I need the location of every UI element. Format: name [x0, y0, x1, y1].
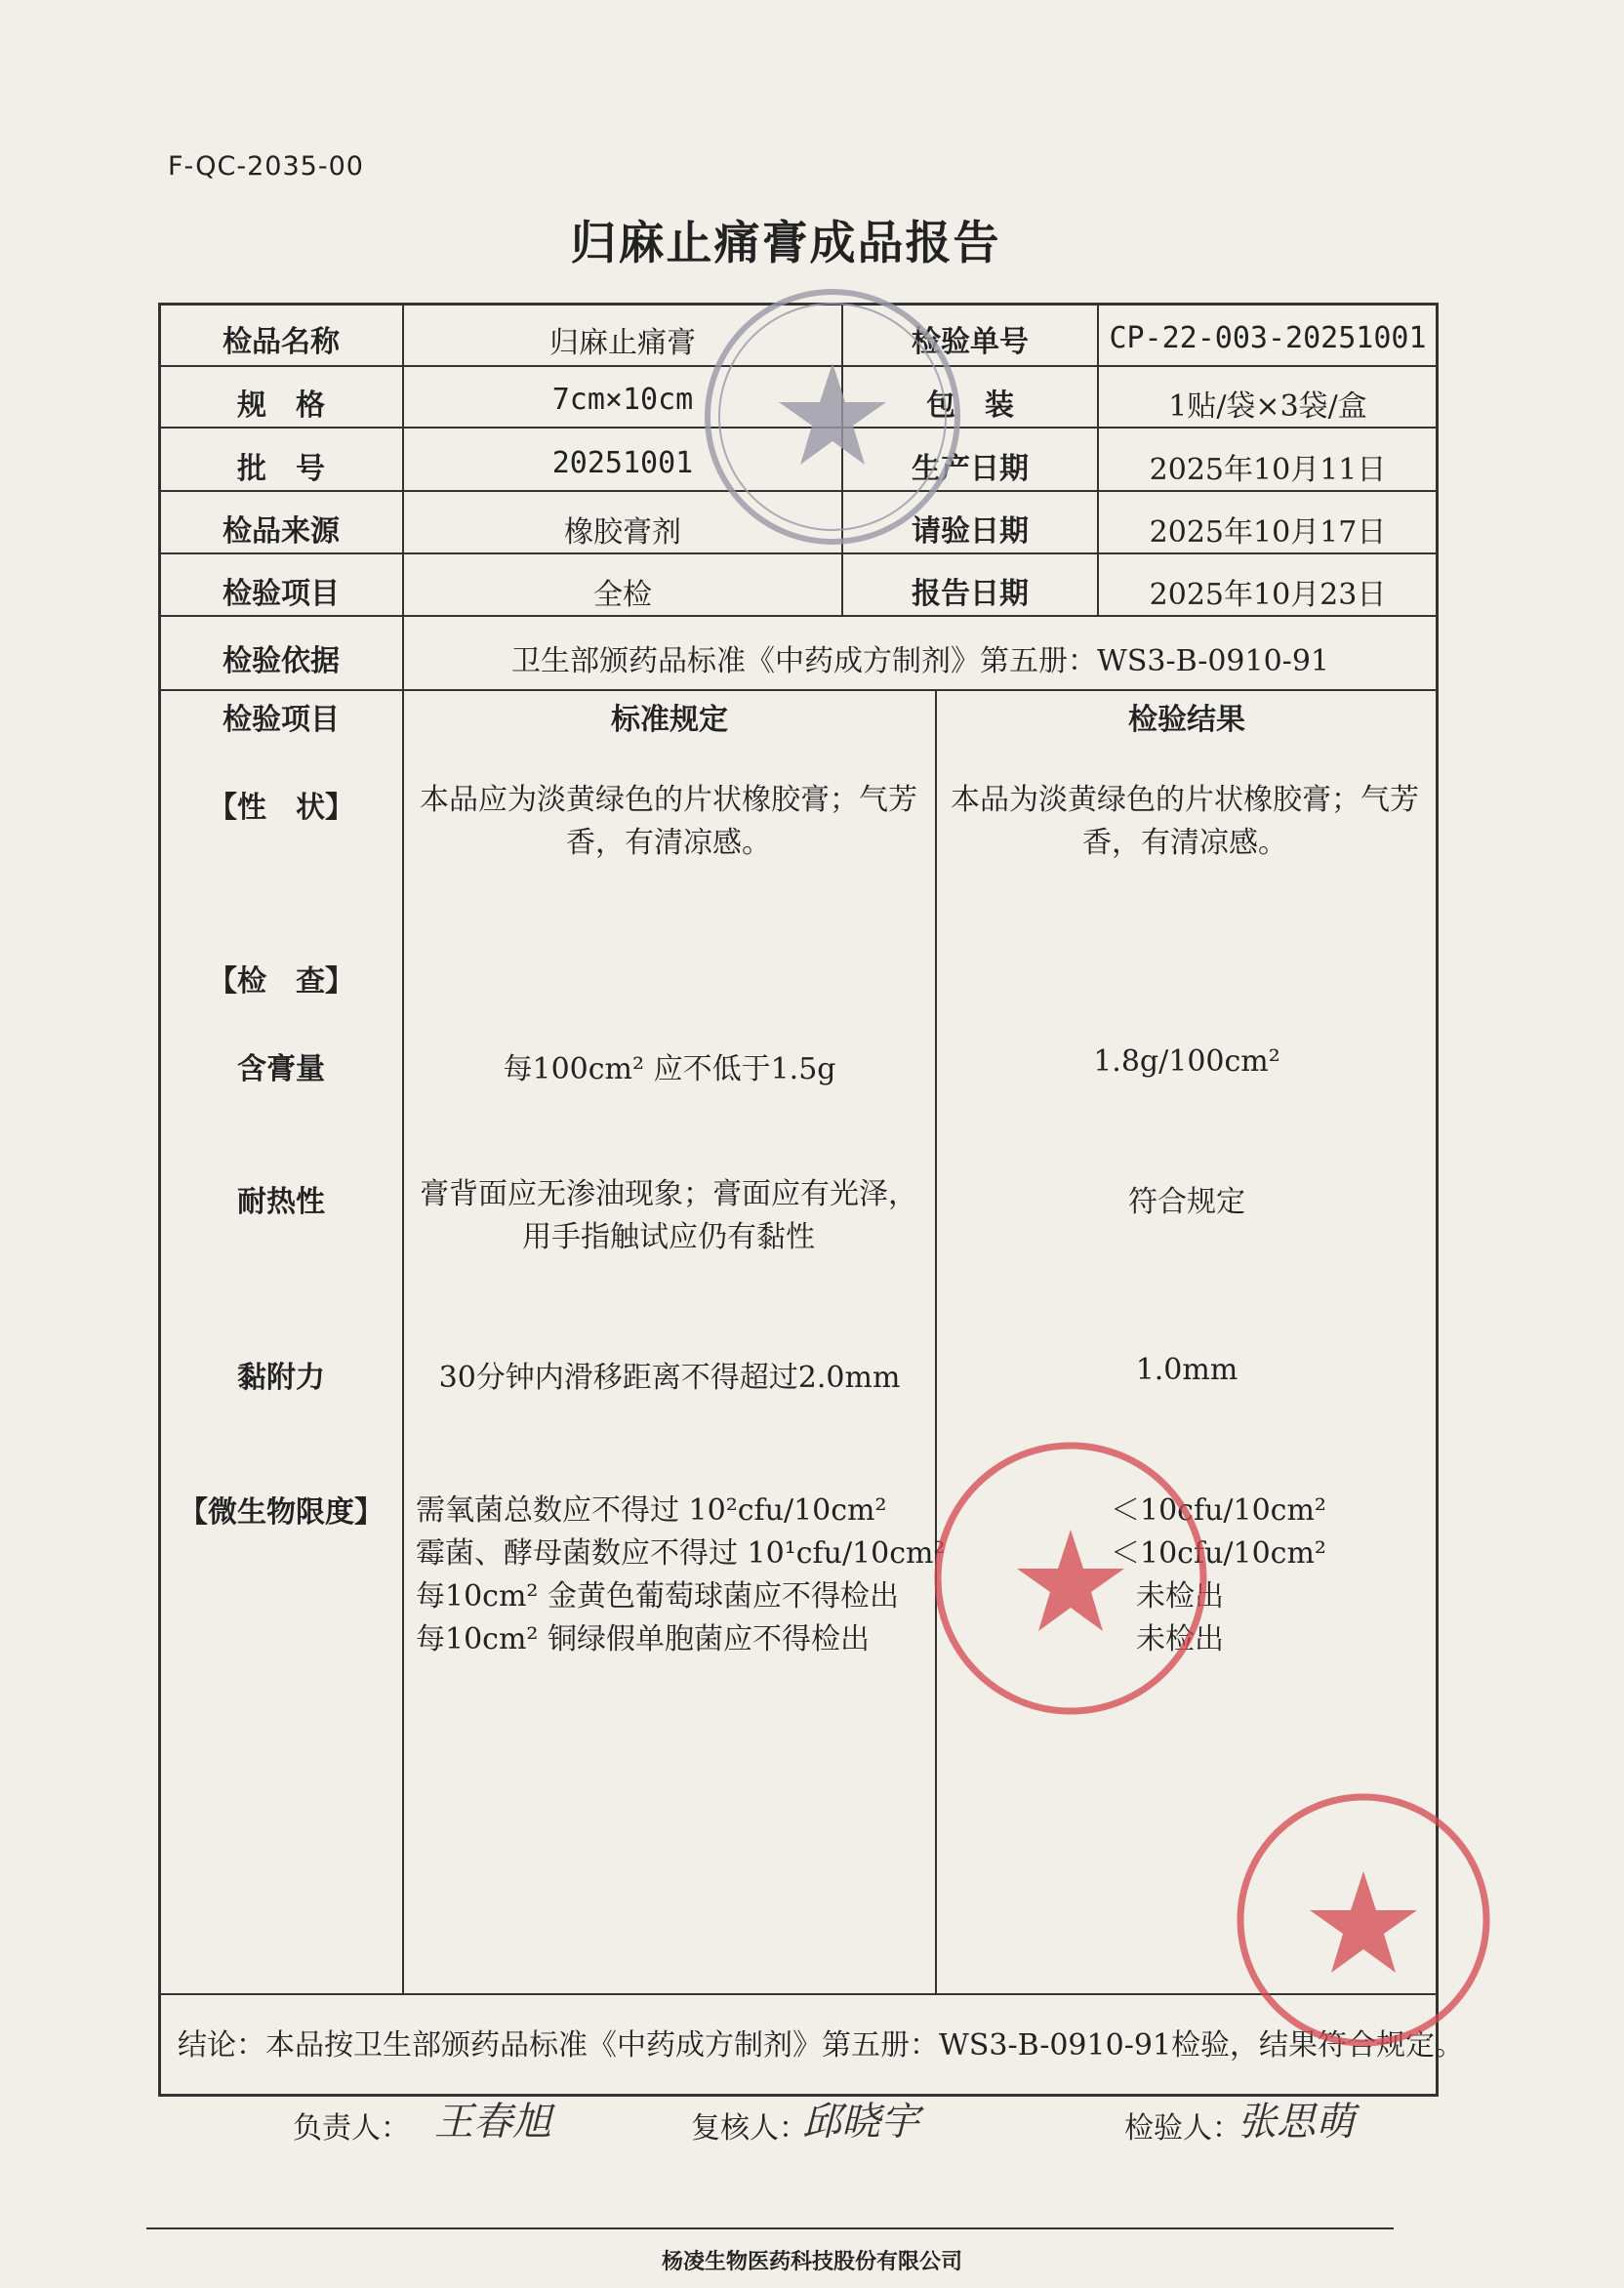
micro-standard-line: 每10cm² 铜绿假单胞菌应不得检出	[416, 1622, 870, 1656]
quality-management-seal	[929, 1437, 1212, 1720]
inspector-signature: 张思萌	[1238, 2100, 1355, 2145]
check-label: 【检 查】	[208, 964, 354, 999]
heat-standard: 膏背面应无渗油现象；膏面应有光泽，用手指触试应仍有黏性	[420, 1177, 917, 1254]
content-label: 含膏量	[237, 1052, 325, 1086]
prod-date: 2025年10月11日	[1149, 453, 1387, 487]
micro-result-line: 未检出	[1136, 1622, 1224, 1656]
quality-inspection-seal	[701, 285, 964, 549]
col-divider	[402, 303, 404, 1993]
req-date: 2025年10月17日	[1149, 515, 1387, 550]
micro-standard-line: 霉菌、酵母菌数应不得过 10¹cfu/10cm²	[416, 1536, 946, 1571]
appearance-standard: 本品应为淡黄绿色的片状橡胶膏；气芳香，有清凉感。	[420, 783, 917, 860]
col-result-header: 检验结果	[1128, 703, 1245, 737]
package: 1贴/袋×3袋/盒	[1168, 389, 1367, 424]
adhesion-standard: 30分钟内滑移距离不得超过2.0mm	[438, 1361, 901, 1395]
inspector-label: 检验人：	[1124, 2111, 1241, 2145]
spec-label: 规 格	[237, 388, 325, 423]
item: 全检	[593, 578, 652, 612]
document-code: F-QC-2035-00	[168, 151, 364, 182]
col-standard-header: 标准规定	[611, 703, 728, 737]
reviewer-label: 复核人：	[691, 2111, 808, 2145]
micro-label: 【微生物限度】	[179, 1495, 384, 1530]
report-no-label: 检验单号	[912, 325, 1029, 359]
content-result: 1.8g/100cm²	[1093, 1044, 1280, 1079]
footer-rule	[146, 2227, 1394, 2229]
heat-label: 耐热性	[237, 1185, 325, 1219]
reviewer-signature: 邱晓宇	[802, 2100, 919, 2145]
micro-result-line: ＜10cfu/10cm²	[1111, 1536, 1326, 1571]
company-seal	[1232, 1788, 1495, 2052]
item-label: 检验项目	[223, 577, 340, 611]
basis: 卫生部颁药品标准《中药成方制剂》第五册：WS3-B-0910-91	[510, 644, 1329, 678]
product-name-label: 检品名称	[223, 325, 340, 359]
product-name: 归麻止痛膏	[549, 326, 696, 360]
basis-label: 检验依据	[223, 644, 340, 678]
col-item-header: 检验项目	[223, 703, 340, 737]
source-label: 检品来源	[223, 514, 340, 549]
responsible-signature: 王春旭	[434, 2100, 551, 2145]
heat-result: 符合规定	[1128, 1185, 1245, 1219]
row-divider	[158, 552, 1439, 554]
report-date: 2025年10月23日	[1149, 578, 1387, 612]
package-label: 包 装	[926, 388, 1014, 423]
adhesion-result: 1.0mm	[1135, 1353, 1238, 1387]
micro-standard-line: 每10cm² 金黄色葡萄球菌应不得检出	[416, 1579, 899, 1614]
prod-date-label: 生产日期	[912, 452, 1029, 486]
micro-result-line: ＜10cfu/10cm²	[1111, 1493, 1326, 1528]
batch-label: 批 号	[237, 452, 325, 486]
batch: 20251001	[551, 446, 694, 480]
col-divider	[935, 689, 937, 1993]
appearance-result: 本品为淡黄绿色的片状橡胶膏；气芳香，有清凉感。	[951, 783, 1419, 860]
spec: 7cm×10cm	[551, 383, 694, 417]
content-standard: 每100cm² 应不低于1.5g	[503, 1052, 836, 1086]
req-date-label: 请验日期	[912, 514, 1029, 549]
report-no: CP-22-003-20251001	[1109, 321, 1427, 355]
page-title: 归麻止痛膏成品报告	[570, 217, 1001, 270]
report-date-label: 报告日期	[912, 577, 1029, 611]
responsible-label: 负责人：	[293, 2111, 410, 2145]
footer-company: 杨凌生物医药科技股份有限公司	[661, 2250, 962, 2274]
micro-result-line: 未检出	[1136, 1579, 1224, 1614]
row-divider	[158, 689, 1439, 691]
micro-standard-line: 需氧菌总数应不得过 10²cfu/10cm²	[416, 1493, 887, 1528]
appearance-label: 【性 状】	[208, 791, 354, 825]
adhesion-label: 黏附力	[237, 1361, 325, 1395]
row-divider	[158, 615, 1439, 617]
source: 橡胶膏剂	[564, 515, 681, 550]
conclusion: 结论：本品按卫生部颁药品标准《中药成方制剂》第五册：WS3-B-0910-91检验，结果符合规定。	[178, 2028, 1465, 2063]
